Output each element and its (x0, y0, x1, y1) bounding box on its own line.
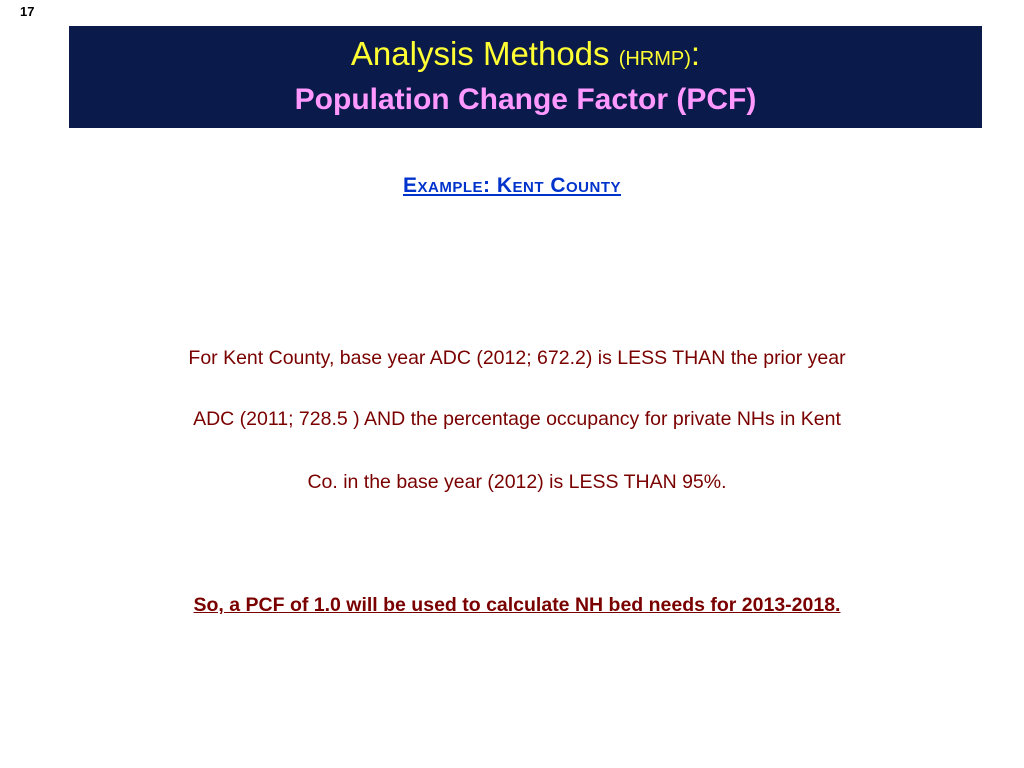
title-colon: : (690, 35, 701, 72)
slide-number: 17 (20, 4, 35, 19)
conclusion-text: So, a PCF of 1.0 will be used to calculate NH bed needs for 2013-2018. (193, 594, 841, 616)
body-line-1: For Kent County, base year ADC (2012; 672.2) is LESS THAN the prior year (188, 347, 846, 369)
title-acronym: (HRMP) (618, 48, 691, 70)
slide-subtitle: Population Change Factor (PCF) (294, 83, 757, 116)
body-line-3: Co. in the base year (2012) is LESS THAN 95%. (307, 471, 727, 493)
title-main: Analysis Methods (350, 35, 610, 72)
title-banner (69, 26, 982, 128)
example-heading: Example: Kent County (402, 174, 621, 197)
body-line-2: ADC (2011; 728.5 ) AND the percentage occupancy for private NHs in Kent (193, 408, 841, 430)
slide-title (69, 34, 982, 79)
